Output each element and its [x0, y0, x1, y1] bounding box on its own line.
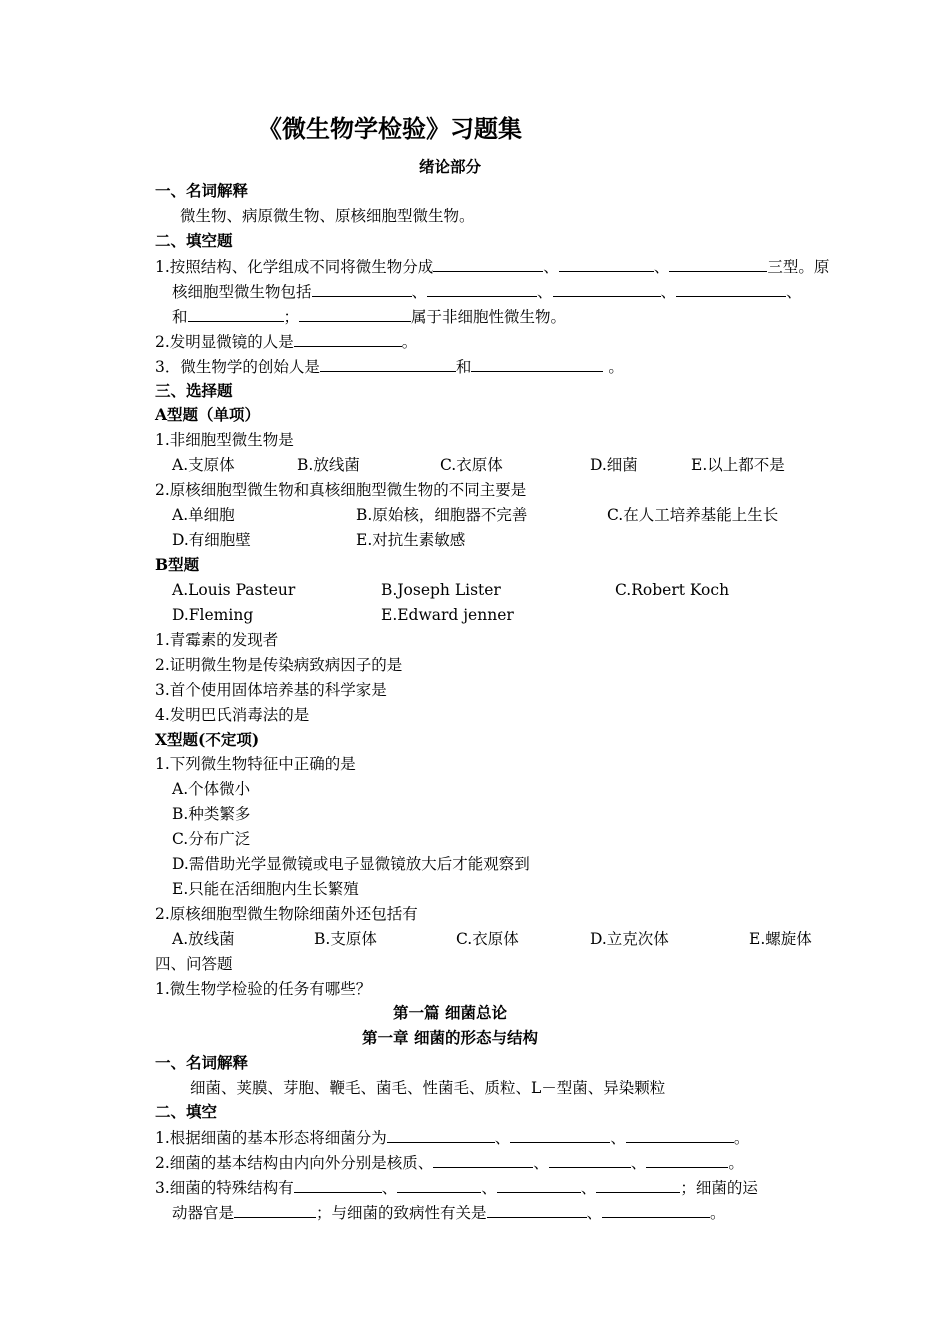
fill-question-1-line2: 核细胞型微生物包括 、 、 、 、	[172, 283, 802, 301]
a-question-1: 1.非细胞型微生物是	[155, 431, 294, 449]
b-option-e: E.Edward jenner	[381, 606, 514, 624]
intro-heading: 绪论部分	[418, 157, 481, 176]
b-option-d: D.Fleming	[172, 606, 254, 624]
b-type-heading: B型题	[155, 555, 200, 574]
a-q1-option-d: D.细菌	[590, 456, 638, 474]
x-question-1: 1.下列微生物特征中正确的是	[155, 755, 356, 773]
part-heading: 第一篇 细菌总论	[393, 1003, 507, 1022]
a-question-2: 2.原核细胞型微生物和真核细胞型微生物的不同主要是	[155, 481, 527, 499]
b-question-2: 2.证明微生物是传染病致病因子的是	[155, 656, 403, 674]
b-option-c: C.Robert Koch	[615, 581, 730, 599]
x-q1-option-d: D.需借助光学显微镜或电子显微镜放大后才能观察到	[172, 855, 530, 873]
qa-question-1: 1.微生物学检验的任务有哪些？	[155, 980, 372, 998]
fill-question-3: 3．微生物学的创始人是 和 。	[155, 358, 624, 376]
x-type-heading: X型题(不定项)	[155, 730, 260, 749]
x-question-2: 2.原核细胞型微生物除细菌外还包括有	[155, 905, 418, 923]
b-question-4: 4.发明巴氏消毒法的是	[155, 706, 310, 724]
b-option-b: B.Joseph Lister	[381, 581, 501, 599]
a-q1-option-e: E.以上都不是	[691, 456, 785, 474]
x-q1-option-b: B.种类繁多	[172, 805, 251, 823]
fill-question-1-line3: 和 ； 属于非细胞性微生物。	[172, 308, 567, 326]
chapter-fill-question-3-line1: 3.细菌的特殊结构有 、 、 、 ；细菌的运	[155, 1179, 758, 1197]
x-q2-option-d: D.立克次体	[590, 930, 669, 948]
x-q1-option-c: C.分布广泛	[172, 830, 251, 848]
a-q1-option-a: A.支原体	[172, 456, 235, 474]
x-q2-option-b: B.支原体	[314, 930, 377, 948]
x-q1-option-a: A.个体微小	[172, 780, 251, 798]
chapter-fill-question-3-line2: 动器官是 ；与细菌的致病性有关是 、 。	[172, 1204, 726, 1222]
a-q1-option-b: B.放线菌	[297, 456, 360, 474]
b-question-3: 3.首个使用固体培养基的科学家是	[155, 681, 387, 699]
fill-question-2: 2.发明显微镜的人是 。	[155, 333, 418, 351]
section-heading-choice: 三、选择题	[155, 381, 233, 400]
a-type-heading: A型题（单项）	[155, 405, 261, 424]
x-q2-option-e: E.螺旋体	[749, 930, 812, 948]
b-question-1: 1.青霉素的发现者	[155, 631, 279, 649]
x-q2-option-c: C.衣原体	[456, 930, 519, 948]
chapter-fill-question-2: 2.细菌的基本结构由内向外分别是核质、 、 、 。	[155, 1154, 744, 1172]
a-q2-option-a: A.单细胞	[172, 506, 235, 524]
terms-list: 微生物、病原微生物、原核细胞型微生物。	[180, 207, 475, 225]
chapter-fill-heading: 二、填空	[155, 1102, 218, 1121]
b-option-a: A.Louis Pasteur	[172, 581, 296, 599]
section-heading-terms: 一、名词解释	[155, 181, 249, 200]
chapter-terms-heading: 一、名词解释	[155, 1053, 249, 1072]
section-heading-fill: 二、填空题	[155, 231, 233, 250]
section-heading-qa: 四、问答题	[155, 955, 233, 973]
chapter-terms-list: 细菌、荚膜、芽胞、鞭毛、菌毛、性菌毛、质粒、L－型菌、异染颗粒	[190, 1079, 666, 1097]
chapter-heading: 第一章 细菌的形态与结构	[362, 1028, 538, 1047]
a-q2-option-d: D.有细胞壁	[172, 531, 251, 549]
a-q2-option-c: C.在人工培养基能上生长	[607, 506, 779, 524]
x-q1-option-e: E.只能在活细胞内生长繁殖	[172, 880, 359, 898]
chapter-fill-question-1: 1.根据细菌的基本形态将细菌分为 、 、 。	[155, 1129, 750, 1147]
a-q1-option-c: C.衣原体	[440, 456, 503, 474]
fill-question-1-line1: 1.按照结构、化学组成不同将微生物分成 、 、 三型。原	[155, 258, 830, 276]
a-q2-option-b: B.原始核，细胞器不完善	[356, 506, 528, 524]
page-title: 《微生物学检验》习题集	[258, 114, 522, 143]
a-q2-option-e: E.对抗生素敏感	[356, 531, 466, 549]
x-q2-option-a: A.放线菌	[172, 930, 235, 948]
